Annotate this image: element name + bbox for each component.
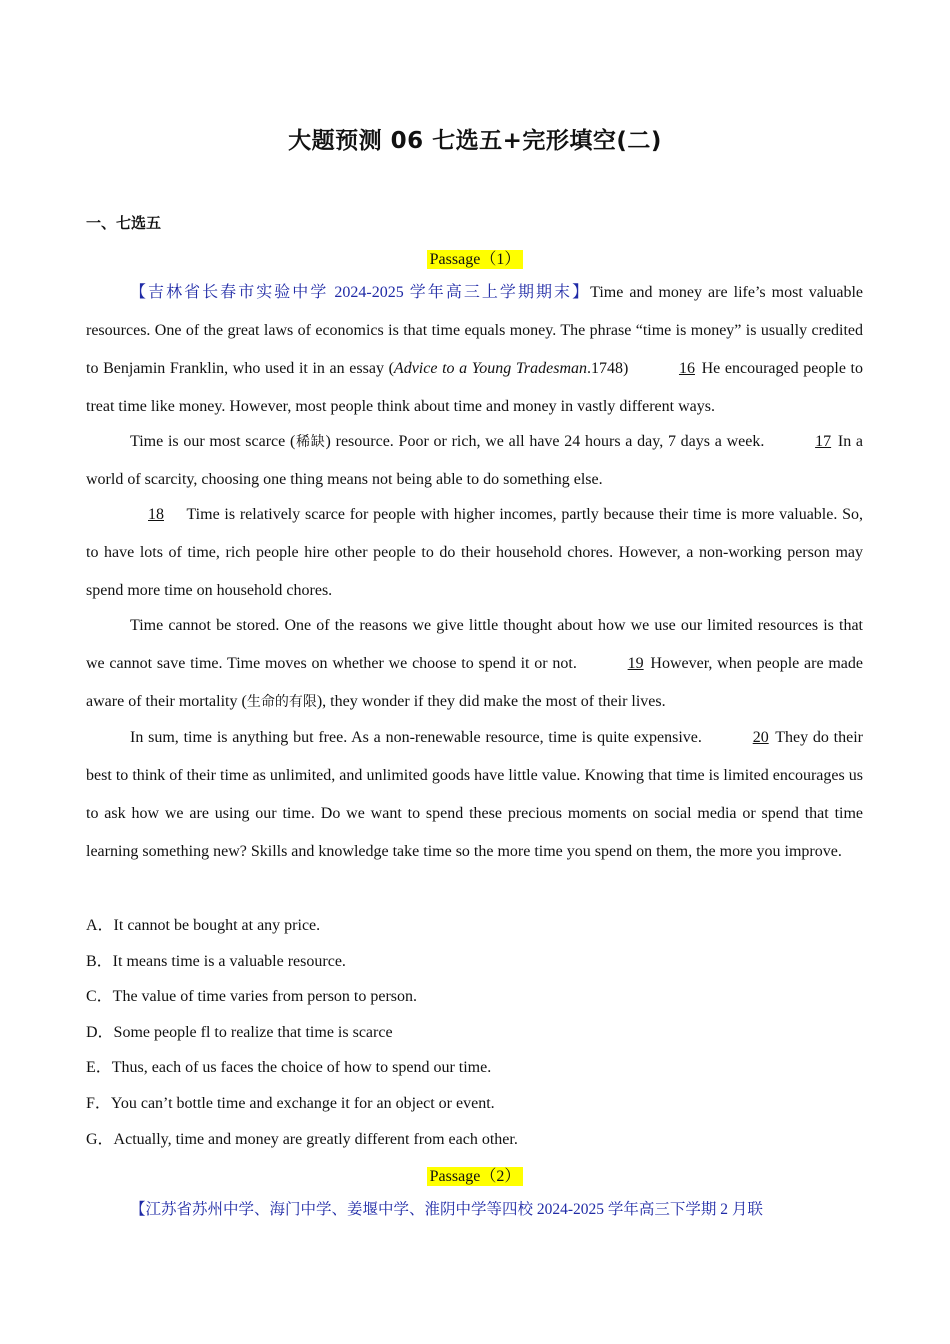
passage-1-paragraph-4	[86, 607, 863, 721]
option-f: F．You can’t bottle time and exchange it for an object or event.	[86, 1094, 495, 1112]
page-title: 大题预测 06 七选五+完形填空(二)	[288, 128, 662, 154]
passage-1-body	[86, 274, 863, 426]
options-list	[86, 908, 863, 1157]
paragraph-2-cn: 稀缺	[295, 434, 326, 450]
passage-1-paragraph-5	[86, 719, 863, 871]
section-heading: 一、七选五	[86, 214, 162, 232]
blank-16: 16	[678, 360, 695, 377]
paragraph-4-cn: 生命的有限	[246, 694, 317, 710]
passage-2-body	[86, 1191, 863, 1229]
passage-1-label	[0, 246, 950, 269]
blank-18: 18	[148, 506, 164, 523]
option-c: C．The value of time varies from person to person.	[86, 988, 418, 1006]
paragraph-4	[86, 607, 863, 721]
option-b: B．It means time is a valuable resource.	[86, 952, 346, 970]
option-e: E．Thus, each of us faces the choice of how to spend our time.	[86, 1059, 492, 1077]
paragraph-4-text-b: However, when people are made aware of their mortality (	[86, 655, 864, 710]
passage-1-paragraph-3	[86, 496, 863, 610]
blank-19: 19	[627, 655, 644, 672]
blank-17: 17	[815, 433, 832, 450]
paragraph-4-text-c: ), they wonder if they did make the most of their lives.	[316, 693, 666, 710]
option-a: A．It cannot be bought at any price.	[86, 917, 321, 934]
option-d: D．Some people fl to realize that time is scarce	[86, 1023, 393, 1041]
essay-title: Advice to a Young Tradesman	[393, 360, 587, 377]
passage-1-label-text: Passage（1）	[427, 250, 524, 269]
paragraph-3	[86, 496, 863, 610]
blank-20: 20	[752, 729, 769, 746]
paragraph-1	[86, 274, 863, 426]
passage-1-source: 【吉林省长春市实验中学 2024-2025 学年高三上学期期末】	[130, 284, 591, 301]
paragraph-1-text-c: He encouraged people to treat time like money. However, most people think about time and money in vastly different ways.	[86, 360, 864, 415]
passage-2-label	[0, 1163, 950, 1186]
paragraph-2	[86, 423, 863, 499]
paragraph-5-text-b: They do their best to think of their time as unlimited, and unlimited goods have little value. Knowing that time is limited encourages us to ask how we are using our time. Do we want to spend these precious moments on social media or spend that time learning something new? Skills and knowledge take time so the more time you spend on them, the more you improve.	[86, 729, 863, 860]
paragraph-2-text-c: In a world of scarcity, choosing one thing means not being able to do something else.	[86, 433, 864, 488]
paragraph-2-text-a: Time is our most scarce (	[130, 433, 296, 450]
passage-2-label-text: Passage（2）	[427, 1167, 524, 1186]
paragraph-3-text: Time is relatively scarce for people with higher incomes, partly because their time is more valuable. So, to have lots of time, rich people hire other people to do their household chores. However, a non-working person may spend more time on household chores.	[86, 506, 864, 599]
passage-2-source: 【江苏省苏州中学、海门中学、姜堰中学、淮阴中学等四校 2024-2025 学年高三下学期 2 月联	[130, 1201, 763, 1218]
paragraph-1-text-b: .1748)	[587, 360, 629, 377]
paragraph-2-text-b: ) resource. Poor or rich, we all have 24 hours a day, 7 days a week.	[325, 433, 765, 450]
paragraph-5	[86, 719, 863, 871]
paragraph-1-text-a: Time and money are life’s most valuable resources. One of the great laws of economics is that time equals money. The phrase “time is money” is usually credited to Benjamin Franklin, who used it in an essay (	[86, 284, 863, 377]
paragraph-5-text-a: In sum, time is anything but free. As a non-renewable resource, time is quite expensive.	[130, 729, 702, 746]
option-g: G．Actually, time and money are greatly different from each other.	[86, 1130, 518, 1148]
paragraph-4-text-a: Time cannot be stored. One of the reasons we give little thought about how we use our limited resources is that we cannot save time. Time moves on whether we choose to spend it or not.	[86, 617, 863, 672]
passage-1-paragraph-2	[86, 423, 863, 499]
